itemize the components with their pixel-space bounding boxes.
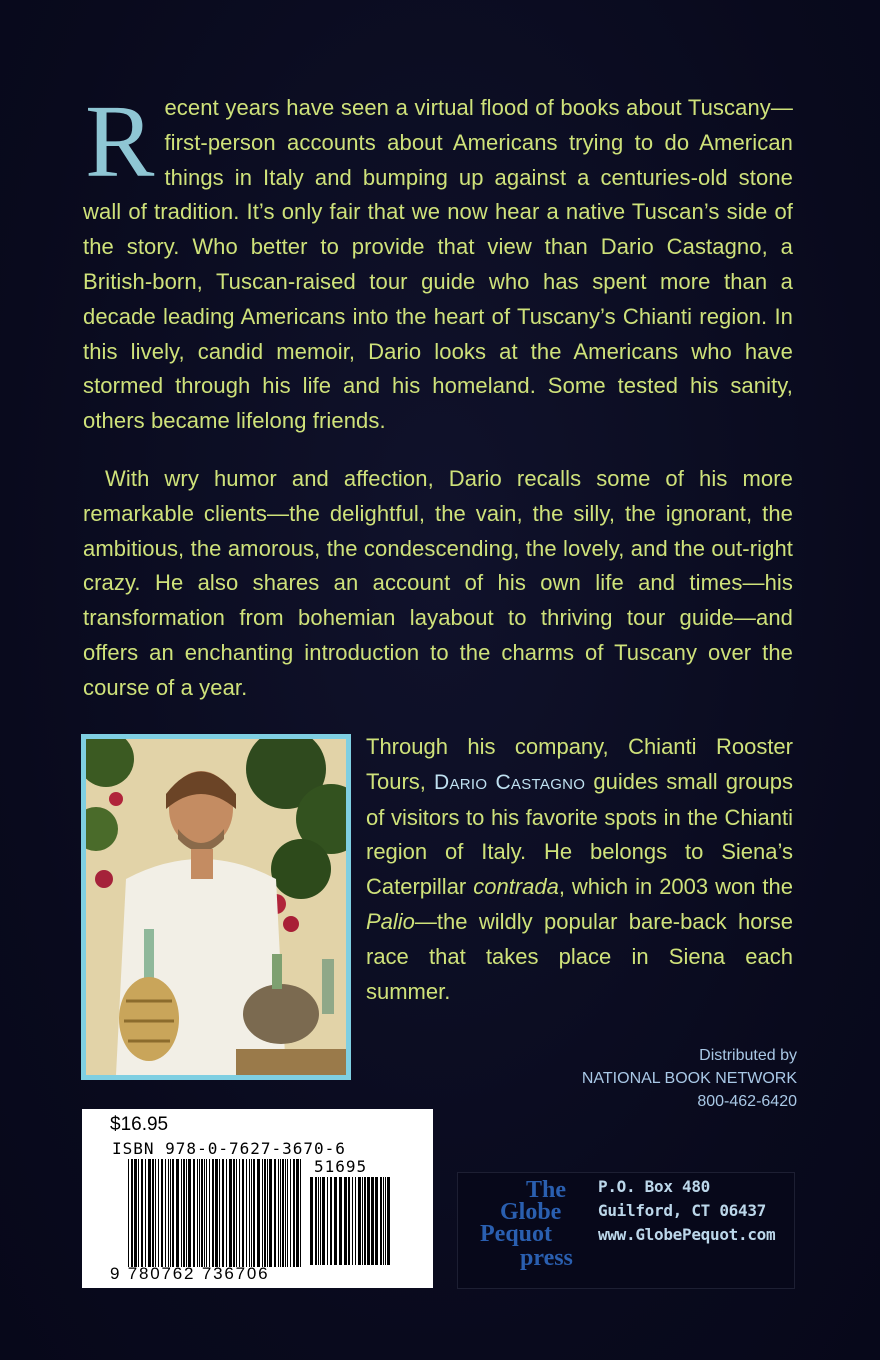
barcode-bar (367, 1177, 370, 1265)
distributor-name: NATIONAL BOOK NETWORK (581, 1070, 797, 1087)
author-photo-illustration (86, 739, 346, 1075)
barcode-bar (344, 1177, 347, 1265)
barcode-bar (152, 1159, 154, 1267)
barcode-bar (206, 1159, 207, 1267)
barcode-bar (172, 1159, 174, 1267)
logo-word-2: Globe (500, 1199, 562, 1225)
author-photo (81, 734, 351, 1080)
barcode-bar (246, 1159, 247, 1267)
barcode-bar (334, 1177, 337, 1265)
addon-code: 51695 (314, 1157, 368, 1176)
distributor-phone: 800-462-6420 (697, 1093, 797, 1110)
logo-word-1: The (526, 1177, 567, 1203)
barcode-bar (128, 1159, 129, 1267)
barcode-bar (330, 1177, 332, 1265)
barcode-bar (385, 1177, 386, 1265)
barcode-bar (355, 1177, 356, 1265)
barcode-bar (285, 1159, 286, 1267)
barcode-bar (296, 1159, 299, 1267)
barcode-bar (138, 1159, 139, 1267)
barcode-bar (262, 1159, 263, 1267)
ean-barcode (128, 1159, 304, 1267)
barcode-bar (318, 1177, 319, 1265)
barcode-bar (315, 1177, 317, 1265)
contrada-term: contrada (473, 874, 559, 900)
barcode-bar (278, 1159, 279, 1267)
barcode-bar (148, 1159, 151, 1267)
author-name: Dario Castagno (434, 770, 586, 794)
barcode-bar (310, 1177, 313, 1265)
barcode-bar (183, 1159, 185, 1267)
barcode-bar (300, 1159, 301, 1267)
barcode-bar (201, 1159, 203, 1267)
publisher-address (598, 1175, 775, 1247)
distributed-by: Distributed by (699, 1047, 797, 1064)
barcode-bar (274, 1159, 276, 1267)
barcode-bar (257, 1159, 260, 1267)
barcode-bar (165, 1159, 166, 1267)
barcode-bar (348, 1177, 350, 1265)
barcode-bar (155, 1159, 156, 1267)
bio-text-1: Through his company, Chianti Rooster Tours, (366, 734, 793, 794)
barcode-bar (282, 1159, 284, 1267)
barcode-bar (170, 1159, 171, 1267)
barcode-block (82, 1109, 433, 1288)
paragraph-1-text: ecent years have seen a virtual flood of books about Tuscany—first-person accounts about Americans trying to do American things in Italy and bumping up against a centuries-old stone wall of tradition. It’s only fair that we now hear a native Tuscan’s side of the story. Who better to provide that view than Dario Castagno, a British-born, Tuscan-raised tour guide who has spent more than a decade leading Americans into the heart of Tuscany’s Chianti region. In this lively, candid memoir, Dario looks at the Americans who have stormed through his life and his homeland. Some tested his sanity, others became lifelong friends. (83, 95, 793, 434)
barcode-bar (158, 1159, 159, 1267)
drop-cap: R (85, 84, 155, 199)
barcode-bar (253, 1159, 255, 1267)
barcode-bar (145, 1159, 146, 1267)
author-bio (366, 730, 793, 1009)
barcode-bar (249, 1159, 250, 1267)
isbn-label: ISBN 978-0-7627-3670-6 (112, 1139, 346, 1158)
barcode-bar (181, 1159, 182, 1267)
barcode-bar (358, 1177, 361, 1265)
barcode-bar (226, 1159, 227, 1267)
bio-text-2: guides small groups of visitors to his favorite spots in the Chianti region of Italy. He belongs to Siena’s Caterpillar (366, 768, 793, 900)
city-state: Guilford, CT 06437 (598, 1201, 766, 1220)
barcode-bar (236, 1159, 237, 1267)
ean-number: 9 780762 736706 (110, 1264, 270, 1283)
barcode-bar (269, 1159, 272, 1267)
barcode-bar (290, 1159, 291, 1267)
barcode-bar (371, 1177, 374, 1265)
bio-text-3: , which in 2003 won the (558, 874, 793, 900)
barcode-bar (352, 1177, 353, 1265)
barcode-bar (233, 1159, 235, 1267)
barcode-bar (131, 1159, 133, 1267)
barcode-bar (168, 1159, 169, 1267)
barcode-bar (287, 1159, 288, 1267)
barcode-bar (215, 1159, 218, 1267)
barcode-bar (199, 1159, 200, 1267)
barcode-bar (339, 1177, 342, 1265)
barcode-bar (204, 1159, 205, 1267)
barcode-bar (375, 1177, 378, 1265)
publisher-block (457, 1172, 795, 1289)
barcode-bar (176, 1159, 179, 1267)
barcode-bar (327, 1177, 328, 1265)
barcode-bar (293, 1159, 295, 1267)
barcode-bar (134, 1159, 137, 1267)
addon-barcode (310, 1177, 390, 1265)
bio-text-4: —the wildly popular bare-back horse race that takes place in Siena each summer. (366, 908, 793, 1004)
barcode-bar (239, 1159, 240, 1267)
price-label: $16.95 (110, 1114, 169, 1135)
barcode-bar (209, 1159, 210, 1267)
barcode-bar (188, 1159, 191, 1267)
barcode-bar (362, 1177, 363, 1265)
barcode-bar (267, 1159, 268, 1267)
barcode-bar (364, 1177, 366, 1265)
logo-word-3: Pequot (480, 1221, 552, 1247)
barcode-bar (229, 1159, 232, 1267)
website: www.GlobePequot.com (598, 1225, 776, 1244)
barcode-bar (322, 1177, 325, 1265)
barcode-bar (193, 1159, 195, 1267)
barcode-bar (212, 1159, 214, 1267)
barcode-bar (280, 1159, 281, 1267)
barcode-bar (264, 1159, 266, 1267)
barcode-bar (242, 1159, 244, 1267)
barcode-bar (186, 1159, 187, 1267)
palio-term: Palio (366, 908, 415, 934)
barcode-bar (251, 1159, 252, 1267)
barcode-bar (197, 1159, 198, 1267)
globe-pequot-logo (478, 1175, 588, 1285)
barcode-bar (383, 1177, 384, 1265)
barcode-bar (387, 1177, 390, 1265)
logo-word-4: press (520, 1245, 573, 1271)
barcode-bar (380, 1177, 382, 1265)
description-paragraph-2: With wry humor and affection, Dario recalls some of his more remarkable clients—the delightful, the vain, the silly, the ignorant, the ambitious, the amorous, the condescending, the lovely, and the out-right crazy. He also shares an account of his own life and times—his transformation from bohemian layabout to thriving tour guide—and offers an enchanting introduction to the charms of Tuscany over the course of a year. (83, 466, 793, 700)
barcode-bar (219, 1159, 220, 1267)
distributor-info (582, 1044, 797, 1113)
barcode-bar (222, 1159, 224, 1267)
barcode-bar (161, 1159, 163, 1267)
barcode-bar (141, 1159, 143, 1267)
po-box: P.O. Box 480 (598, 1177, 710, 1196)
barcode-bar (320, 1177, 321, 1265)
description-paragraph-1 (83, 84, 793, 439)
